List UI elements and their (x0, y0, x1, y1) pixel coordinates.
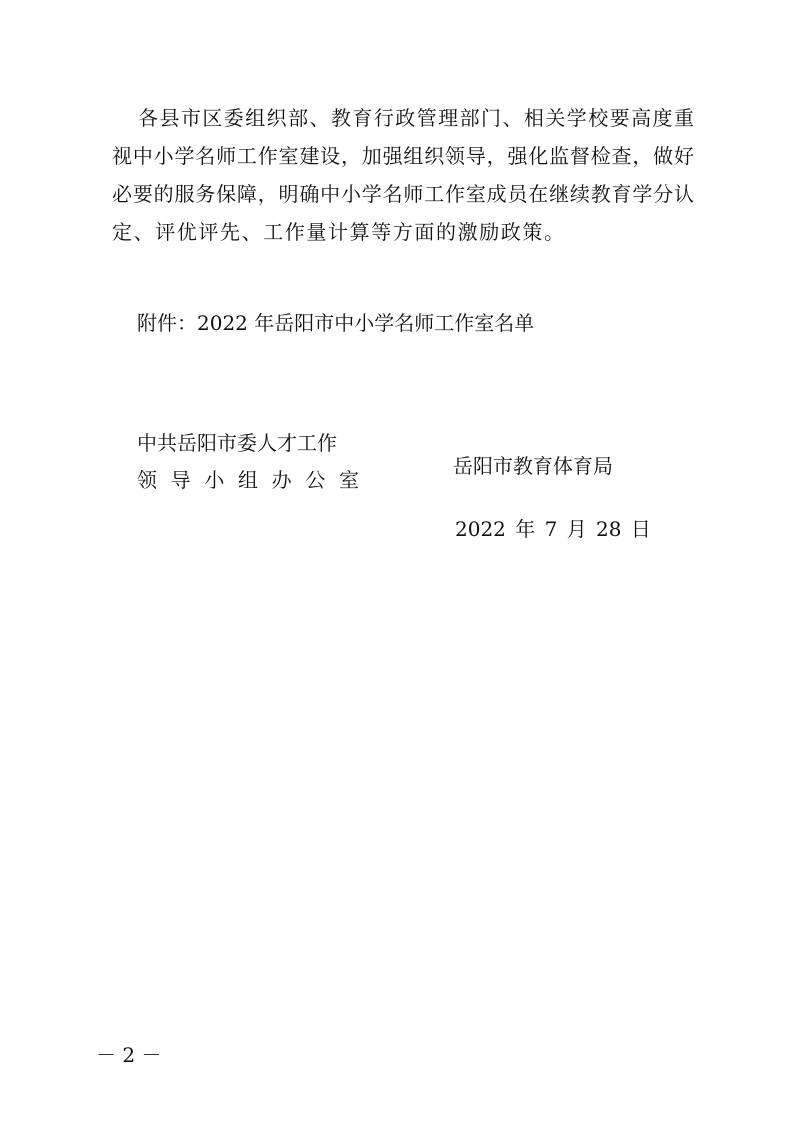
body-line: 定、评优评先、工作量计算等方面的激励政策。 (112, 220, 566, 244)
body-line: 必要的服务保障，明确中小学名师工作室成员在继续教育学分认 (112, 182, 694, 206)
body-paragraph (112, 99, 694, 251)
body-line: 各县市区委组织部、教育行政管理部门、相关学校要高度重 (138, 106, 694, 130)
page-number: － 2 － (96, 1043, 162, 1067)
body-line: 视中小学名师工作室建设，加强组织领导，强化监督检查，做好 (112, 144, 694, 168)
attachment-note: 附件：2022 年岳阳市中小学名师工作室名单 (137, 311, 535, 335)
signer-left-line1: 中共岳阳市委人才工作 (137, 431, 337, 455)
signer-right: 岳阳市教育体育局 (453, 454, 613, 478)
issue-date: 2022 年 7 月 28 日 (455, 517, 651, 541)
signer-left-line2: 领导小组办公室 (137, 468, 359, 492)
signer-left (137, 425, 359, 499)
